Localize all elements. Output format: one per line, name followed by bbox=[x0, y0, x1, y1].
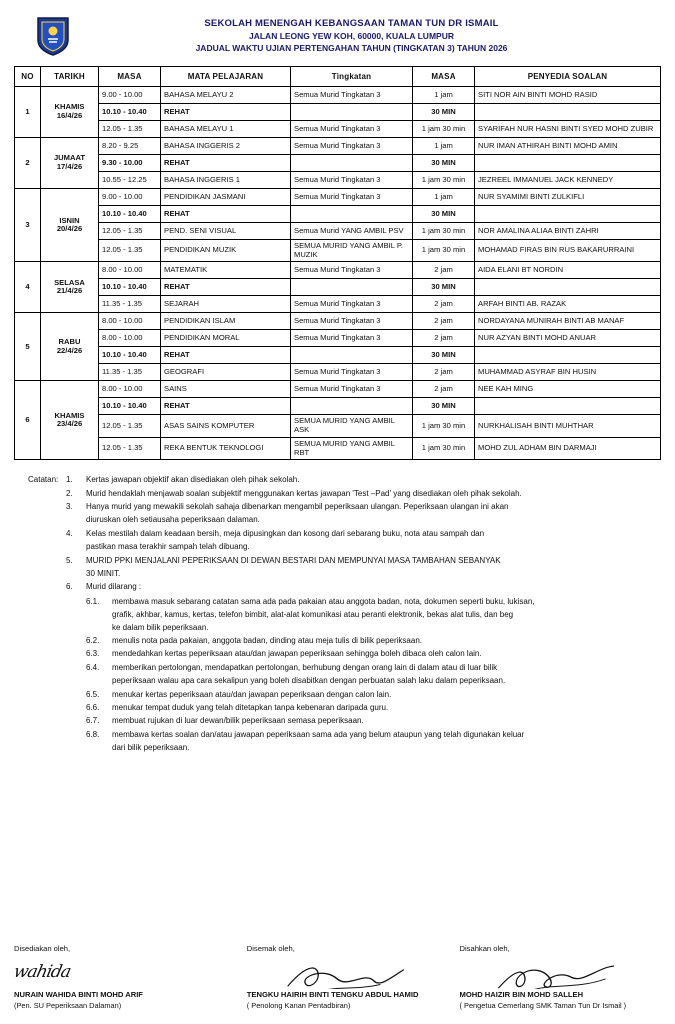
school-crest-icon bbox=[36, 16, 70, 56]
cell-mata-pelajaran: ASAS SAINS KOMPUTER bbox=[161, 415, 291, 437]
cell-tingkatan: SEMUA MURID YANG AMBIL P. MUZIK bbox=[291, 240, 413, 262]
signature-verified-by bbox=[448, 944, 662, 1010]
note-subtext: memberikan pertolongan, mendapatkan pertolongan, berhubung dengan orang lain di dalam atau di luar bilik bbox=[112, 662, 498, 672]
cell-tempoh: 1 jam 30 min bbox=[413, 121, 475, 138]
note-item bbox=[66, 488, 645, 500]
table-row bbox=[15, 240, 661, 262]
signature-prep-label-0: Disediakan oleh, bbox=[14, 944, 71, 953]
note-subitem bbox=[86, 729, 645, 755]
cell-masa-mula: 10.10 - 10.40 bbox=[99, 279, 161, 296]
cell-tingkatan: Semua Murid Tingkatan 3 bbox=[291, 364, 413, 381]
cell-tempoh: 2 jam bbox=[413, 381, 475, 398]
note-subtext: menukar kertas peperiksaan atau/dan jawapan peperiksaan dengan calon lain. bbox=[112, 689, 392, 699]
col-mata-pelajaran: MATA PELAJARAN bbox=[161, 67, 291, 87]
cell-mata-pelajaran: REHAT bbox=[161, 279, 291, 296]
cell-masa-mula: 8.00 - 10.00 bbox=[99, 262, 161, 279]
col-no: NO bbox=[15, 67, 41, 87]
cell-masa-mula: 8.00 - 10.00 bbox=[99, 381, 161, 398]
table-row bbox=[15, 189, 661, 206]
table-row bbox=[15, 104, 661, 121]
table-row bbox=[15, 172, 661, 189]
note-subtext: membuat rujukan di luar dewan/bilik peperiksaan semasa peperiksaan. bbox=[112, 716, 364, 726]
row-no: 5 bbox=[15, 313, 41, 381]
cell-masa-mula: 12.05 - 1.35 bbox=[99, 223, 161, 240]
cell-tempoh: 30 MIN bbox=[413, 347, 475, 364]
table-row bbox=[15, 121, 661, 138]
handwritten-signature-icon bbox=[495, 961, 622, 989]
signature-checked-by bbox=[231, 944, 445, 1010]
cell-penyedia-soalan: SYARIFAH NUR HASNI BINTI SYED MOHD ZUBIR bbox=[475, 121, 661, 138]
cell-penyedia-soalan: NUR AZYAN BINTI MOHD ANUAR bbox=[475, 330, 661, 347]
cell-masa-mula: 12.05 - 1.35 bbox=[99, 437, 161, 459]
cell-tingkatan: SEMUA MURID YANG AMBIL RBT bbox=[291, 437, 413, 459]
note-subcontinuation: grafik, akhbar, kamus, kertas, telefon bimbit, alat-alat komunikasi atau peranti elektronik, bekas alat tulis, dan beg bbox=[112, 610, 514, 620]
cell-tingkatan: Semua Murid Tingkatan 3 bbox=[291, 121, 413, 138]
signature-role-0: (Pen. SU Peperiksaan Dalaman) bbox=[14, 1001, 122, 1010]
cell-masa-mula: 10.10 - 10.40 bbox=[99, 206, 161, 223]
cell-masa-mula: 10.10 - 10.40 bbox=[99, 104, 161, 121]
cell-mata-pelajaran: REHAT bbox=[161, 347, 291, 364]
row-no: 1 bbox=[15, 87, 41, 138]
table-row bbox=[15, 296, 661, 313]
table-row bbox=[15, 330, 661, 347]
cell-tempoh: 30 MIN bbox=[413, 398, 475, 415]
cell-masa-mula: 8.00 - 10.00 bbox=[99, 313, 161, 330]
cell-mata-pelajaran: BAHASA MELAYU 2 bbox=[161, 87, 291, 104]
cell-penyedia-soalan: NEE KAH MING bbox=[475, 381, 661, 398]
row-tarikh bbox=[41, 262, 99, 313]
cell-mata-pelajaran: BAHASA INGGERIS 1 bbox=[161, 172, 291, 189]
cell-mata-pelajaran: BAHASA MELAYU 1 bbox=[161, 121, 291, 138]
cell-masa-mula: 10.10 - 10.40 bbox=[99, 347, 161, 364]
note-item bbox=[66, 501, 645, 527]
cell-penyedia-soalan: MOHAMAD FIRAS BIN RUS BAKARURRAINI bbox=[475, 240, 661, 262]
cell-mata-pelajaran: PENDIDIKAN MORAL bbox=[161, 330, 291, 347]
note-item bbox=[66, 474, 645, 486]
cell-tingkatan: Semua Murid Tingkatan 3 bbox=[291, 296, 413, 313]
cell-masa-mula: 10.10 - 10.40 bbox=[99, 398, 161, 415]
table-row bbox=[15, 155, 661, 172]
note-subnumber: 6.4. bbox=[86, 662, 100, 672]
note-text: Hanya murid yang mewakili sekolah sahaja dibenarkan mengambil peperiksaan ulangan. Peperiksaan ulangan ini akan bbox=[86, 502, 509, 512]
cell-masa-mula: 8.00 - 10.00 bbox=[99, 330, 161, 347]
cell-tingkatan bbox=[291, 398, 413, 415]
table-row bbox=[15, 347, 661, 364]
cell-tempoh: 1 jam bbox=[413, 138, 475, 155]
table-row bbox=[15, 313, 661, 330]
cell-mata-pelajaran: REKA BENTUK TEKNOLOGI bbox=[161, 437, 291, 459]
cell-penyedia-soalan: NUR SYAMIMI BINTI ZULKIFLI bbox=[475, 189, 661, 206]
note-subitem bbox=[86, 648, 645, 660]
table-row bbox=[15, 415, 661, 437]
row-tarikh bbox=[41, 138, 99, 189]
cell-tempoh: 2 jam bbox=[413, 296, 475, 313]
table-header-row bbox=[15, 67, 661, 87]
note-subitem bbox=[86, 635, 645, 647]
signature-block bbox=[11, 944, 661, 1010]
tarikh-day: SELASA bbox=[54, 277, 85, 287]
cell-tingkatan: Semua Murid YANG AMBIL PSV bbox=[291, 223, 413, 240]
cell-tempoh: 2 jam bbox=[413, 262, 475, 279]
document-title: JADUAL WAKTU UJIAN PERTENGAHAN TAHUN (TINGKATAN 3) TAHUN 2026 bbox=[195, 43, 508, 53]
notes-label: Catatan: bbox=[28, 475, 59, 485]
cell-penyedia-soalan: NOR AMALINA ALIAA BINTI ZAHRI bbox=[475, 223, 661, 240]
document-header bbox=[14, 10, 661, 62]
cell-masa-mula: 9.00 - 10.00 bbox=[99, 87, 161, 104]
cell-penyedia-soalan: NORDAYANA MUNIRAH BINTI AB MANAF bbox=[475, 313, 661, 330]
tarikh-day: KHAMIS bbox=[54, 410, 85, 420]
note-number: 3. bbox=[66, 502, 73, 512]
table-row bbox=[15, 398, 661, 415]
note-text: Murid hendaklah menjawab soalan subjektif menggunakan kertas jawapan 'Test –Pad' yang disediakan oleh pihak sekolah. bbox=[86, 488, 522, 498]
note-subitem bbox=[86, 702, 645, 714]
row-no: 4 bbox=[15, 262, 41, 313]
cell-mata-pelajaran: PENDIDIKAN ISLAM bbox=[161, 313, 291, 330]
cell-penyedia-soalan: NUR IMAN ATHIRAH BINTI MOHD AMIN bbox=[475, 138, 661, 155]
cell-tingkatan bbox=[291, 279, 413, 296]
row-tarikh bbox=[41, 189, 99, 262]
signature-name-2: MOHD HAIZIR BIN MOHD SALLEH bbox=[459, 990, 584, 999]
note-subcontinuation: peperiksaan walau apa cara sekalipun yang boleh disabitkan dengan perbuatan salah laku dalam peperiksaan. bbox=[112, 676, 506, 686]
signature-prep-label-2: Disahkan oleh, bbox=[459, 944, 510, 953]
note-subtext: membawa masuk sebarang catatan sama ada pada pakaian atau anggota badan, nota, dokumen seperti buku, lukisan, bbox=[112, 596, 535, 606]
handwritten-signature-icon bbox=[282, 961, 409, 989]
notes-section bbox=[14, 474, 661, 755]
cell-tingkatan bbox=[291, 104, 413, 121]
tarikh-day: RABU bbox=[58, 337, 81, 347]
signature-scribble-1 bbox=[243, 955, 448, 989]
note-subcontinuation: dari bilik peperiksaan. bbox=[112, 743, 190, 753]
note-subnumber: 6.3. bbox=[86, 649, 100, 659]
note-continuation: diuruskan oleh setiausaha peperiksaan dalaman. bbox=[86, 515, 260, 525]
note-item bbox=[66, 581, 645, 593]
cell-mata-pelajaran: GEOGRAFI bbox=[161, 364, 291, 381]
cell-tempoh: 2 jam bbox=[413, 313, 475, 330]
note-subcontinuation: ke dalam bilik peperiksaan. bbox=[112, 622, 209, 632]
tarikh-day: KHAMIS bbox=[54, 102, 85, 112]
col-tarikh: TARIKH bbox=[41, 67, 99, 87]
note-text: Kertas jawapan objektif akan disediakan oleh pihak sekolah. bbox=[86, 475, 300, 485]
cell-penyedia-soalan: ARFAH BINTI AB. RAZAK bbox=[475, 296, 661, 313]
tarikh-date: 23/4/26 bbox=[56, 419, 83, 429]
cell-penyedia-soalan bbox=[475, 279, 661, 296]
row-tarikh bbox=[41, 381, 99, 460]
cell-mata-pelajaran: MATEMATIK bbox=[161, 262, 291, 279]
cell-penyedia-soalan: NURKHALISAH BINTI MUHTHAR bbox=[475, 415, 661, 437]
tarikh-date: 20/4/26 bbox=[56, 224, 83, 234]
cell-tempoh: 30 MIN bbox=[413, 155, 475, 172]
cell-tempoh: 2 jam bbox=[413, 330, 475, 347]
note-subtext: membawa kertas soalan dan/atau jawapan peperiksaan sama ada yang belum ataupun yang telah digunakan keluar bbox=[112, 729, 525, 739]
cell-penyedia-soalan bbox=[475, 155, 661, 172]
note-number: 5. bbox=[66, 555, 73, 565]
cell-masa-mula: 11.35 - 1.35 bbox=[99, 296, 161, 313]
cell-mata-pelajaran: PENDIDIKAN MUZIK bbox=[161, 240, 291, 262]
table-row bbox=[15, 279, 661, 296]
cell-tempoh: 1 jam bbox=[413, 189, 475, 206]
cell-tempoh: 30 MIN bbox=[413, 104, 475, 121]
school-name: SEKOLAH MENENGAH KEBANGSAAN TAMAN TUN DR ISMAIL bbox=[204, 18, 499, 29]
note-subtext: menulis nota pada pakaian, anggota badan, dinding atau meja tulis di bilik peperiksaan. bbox=[112, 636, 422, 645]
cell-tingkatan: Semua Murid Tingkatan 3 bbox=[291, 313, 413, 330]
note-subtext: mendedahkan kertas peperiksaan atau/dan jawapan peperiksaan sehingga boleh dibaca oleh calon lain. bbox=[112, 649, 482, 659]
cell-tempoh: 30 MIN bbox=[413, 206, 475, 223]
col-masa-tempoh: MASA bbox=[413, 67, 475, 87]
cell-tingkatan: SEMUA MURID YANG AMBIL ASK bbox=[291, 415, 413, 437]
row-tarikh bbox=[41, 87, 99, 138]
row-no: 6 bbox=[15, 381, 41, 460]
tarikh-day: JUMAAT bbox=[53, 153, 86, 163]
note-number: 4. bbox=[66, 528, 73, 538]
cell-tingkatan: Semua Murid Tingkatan 3 bbox=[291, 262, 413, 279]
note-text: Kelas mestilah dalam keadaan bersih, meja dipusingkan dan kosong dari sebarang buku, nota atau sampah dan bbox=[86, 528, 485, 538]
tarikh-day: ISNIN bbox=[59, 215, 80, 225]
signature-name-1: TENGKU HAIRIH BINTI TENGKU ABDUL HAMID bbox=[246, 990, 419, 999]
cell-tingkatan bbox=[291, 155, 413, 172]
note-subitem bbox=[86, 596, 645, 634]
cell-penyedia-soalan: SITI NOR AIN BINTI MOHD RASID bbox=[475, 87, 661, 104]
cell-mata-pelajaran: REHAT bbox=[161, 104, 291, 121]
cell-tingkatan: Semua Murid Tingkatan 3 bbox=[291, 172, 413, 189]
note-number: 6. bbox=[66, 582, 73, 592]
cell-tempoh: 30 MIN bbox=[413, 279, 475, 296]
signature-role-1: ( Penolong Kanan Pentadbiran) bbox=[246, 1001, 351, 1010]
table-row bbox=[15, 381, 661, 398]
table-row bbox=[15, 138, 661, 155]
table-row bbox=[15, 262, 661, 279]
signature-prepared-by bbox=[11, 944, 228, 1010]
cell-penyedia-soalan: MOHD ZUL ADHAM BIN DARMAJI bbox=[475, 437, 661, 459]
cell-penyedia-soalan bbox=[475, 104, 661, 121]
cell-tempoh: 1 jam bbox=[413, 87, 475, 104]
cell-tingkatan: Semua Murid Tingkatan 3 bbox=[291, 330, 413, 347]
tarikh-date: 17/4/26 bbox=[56, 162, 83, 171]
signature-scribble-2 bbox=[456, 955, 665, 989]
cell-tingkatan bbox=[291, 347, 413, 364]
tarikh-date: 22/4/26 bbox=[56, 345, 83, 355]
cell-tingkatan bbox=[291, 206, 413, 223]
note-subnumber: 6.6. bbox=[86, 702, 100, 712]
cell-masa-mula: 9.30 - 10.00 bbox=[99, 155, 161, 172]
cell-tingkatan: Semua Murid Tingkatan 3 bbox=[291, 138, 413, 155]
cell-penyedia-soalan: MUHAMMAD ASYRAF BIN HUSIN bbox=[475, 364, 661, 381]
cell-mata-pelajaran: REHAT bbox=[161, 398, 291, 415]
note-subnumber: 6.1. bbox=[86, 596, 100, 606]
signature-role-2: ( Pengetua Cemerlang SMK Taman Tun Dr Ismail ) bbox=[459, 1001, 627, 1010]
signature-prep-label-1: Disemak oleh, bbox=[246, 944, 295, 953]
note-number: 2. bbox=[66, 488, 73, 498]
row-tarikh bbox=[41, 313, 99, 381]
cell-tempoh: 1 jam 30 min bbox=[413, 437, 475, 459]
cell-tempoh: 1 jam 30 min bbox=[413, 223, 475, 240]
table-row bbox=[15, 87, 661, 104]
cell-mata-pelajaran: SAINS bbox=[161, 381, 291, 398]
tarikh-date: 21/4/26 bbox=[56, 286, 83, 296]
cell-masa-mula: 8.20 - 9.25 bbox=[99, 138, 161, 155]
note-subnumber: 6.5. bbox=[86, 689, 100, 699]
table-row bbox=[15, 364, 661, 381]
cell-tingkatan: Semua Murid Tingkatan 3 bbox=[291, 189, 413, 206]
cell-penyedia-soalan bbox=[475, 206, 661, 223]
cell-masa-mula: 11.35 - 1.35 bbox=[99, 364, 161, 381]
note-number: 1. bbox=[66, 475, 73, 485]
cell-tempoh: 2 jam bbox=[413, 364, 475, 381]
cell-penyedia-soalan: JEZREEL IMMANUEL JACK KENNEDY bbox=[475, 172, 661, 189]
note-subitem bbox=[86, 662, 645, 688]
cell-penyedia-soalan: AIDA ELANI BT NORDIN bbox=[475, 262, 661, 279]
school-address: JALAN LEONG YEW KOH, 60000, KUALA LUMPUR bbox=[249, 31, 454, 41]
signature-scribble-0: wahida bbox=[11, 962, 73, 982]
cell-tempoh: 1 jam 30 min bbox=[413, 240, 475, 262]
note-text: Murid dilarang : bbox=[86, 582, 142, 592]
note-sublist bbox=[86, 596, 645, 755]
note-subitem bbox=[86, 715, 645, 727]
signature-name-0: NURAIN WAHIDA BINTI MOHD ARIF bbox=[14, 990, 143, 999]
note-subitem bbox=[86, 689, 645, 701]
note-item bbox=[66, 528, 645, 554]
note-continuation: pastikan masa terakhir sampah telah dibuang. bbox=[86, 542, 250, 552]
cell-tingkatan: Semua Murid Tingkatan 3 bbox=[291, 381, 413, 398]
cell-penyedia-soalan bbox=[475, 398, 661, 415]
cell-tempoh: 1 jam 30 min bbox=[413, 415, 475, 437]
cell-masa-mula: 12.05 - 1.35 bbox=[99, 240, 161, 262]
exam-timetable bbox=[14, 66, 661, 460]
cell-mata-pelajaran: PEND. SENI VISUAL bbox=[161, 223, 291, 240]
cell-tempoh: 1 jam 30 min bbox=[413, 172, 475, 189]
cell-mata-pelajaran: PENDIDIKAN JASMANI bbox=[161, 189, 291, 206]
note-continuation: 30 MINIT. bbox=[86, 569, 121, 579]
cell-masa-mula: 9.00 - 10.00 bbox=[99, 189, 161, 206]
cell-masa-mula: 12.05 - 1.35 bbox=[99, 121, 161, 138]
col-tingkatan: Tingkatan bbox=[291, 67, 413, 87]
note-item bbox=[66, 555, 645, 581]
cell-tingkatan: Semua Murid Tingkatan 3 bbox=[291, 87, 413, 104]
cell-masa-mula: 10.55 - 12.25 bbox=[99, 172, 161, 189]
table-row bbox=[15, 437, 661, 459]
note-subnumber: 6.8. bbox=[86, 729, 100, 739]
note-subnumber: 6.2. bbox=[86, 636, 100, 645]
cell-mata-pelajaran: REHAT bbox=[161, 206, 291, 223]
note-text: MURID PPKI MENJALANI PEPERIKSAAN DI DEWAN BESTARI DAN MEMPUNYAI MASA TAMBAHAN SEBANYAK bbox=[86, 555, 501, 565]
note-subnumber: 6.7. bbox=[86, 716, 100, 726]
col-penyedia-soalan: PENYEDIA SOALAN bbox=[475, 67, 661, 87]
row-no: 3 bbox=[15, 189, 41, 262]
row-no: 2 bbox=[15, 138, 41, 189]
cell-mata-pelajaran: BAHASA INGGERIS 2 bbox=[161, 138, 291, 155]
cell-mata-pelajaran: SEJARAH bbox=[161, 296, 291, 313]
table-row bbox=[15, 206, 661, 223]
cell-masa-mula: 12.05 - 1.35 bbox=[99, 415, 161, 437]
cell-penyedia-soalan bbox=[475, 347, 661, 364]
cell-mata-pelajaran: REHAT bbox=[161, 155, 291, 172]
tarikh-date: 16/4/26 bbox=[56, 111, 83, 120]
note-subtext: menukar tempat duduk yang telah ditetapkan tanpa kebenaran daripada guru. bbox=[112, 702, 389, 712]
col-masa-mula: MASA bbox=[99, 67, 161, 87]
table-row bbox=[15, 223, 661, 240]
